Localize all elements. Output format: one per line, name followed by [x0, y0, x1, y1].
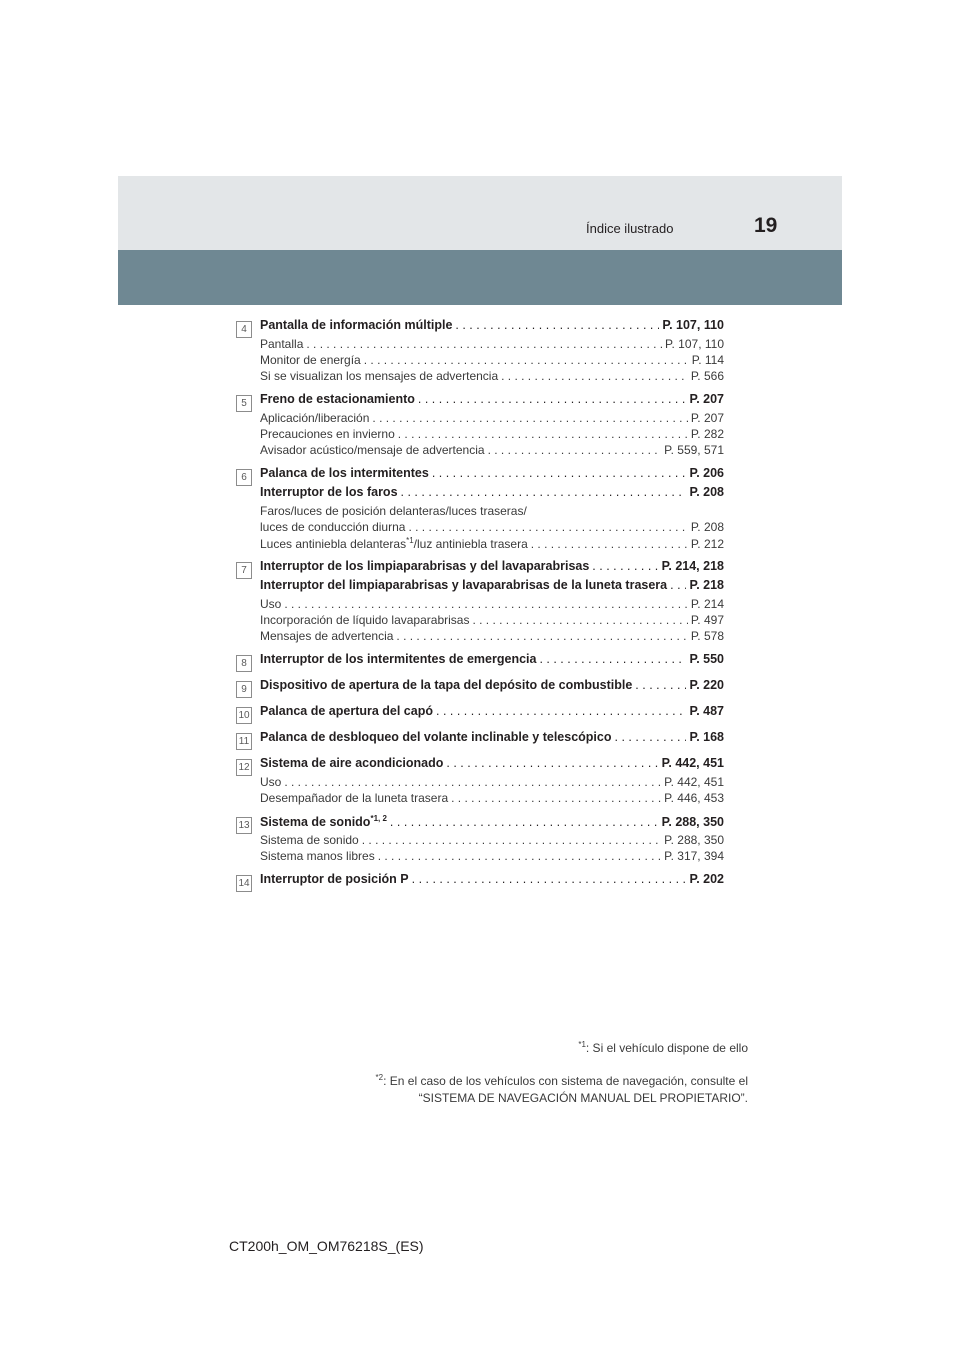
index-subentry[interactable]: Pantalla . . . P. 107, 110	[260, 337, 724, 353]
index-section-14	[236, 872, 724, 891]
index-entry[interactable]: Dispositivo de apertura de la tapa del depósito de combustible . . . P. 220	[260, 678, 724, 697]
item-number-badge: 6	[236, 469, 252, 486]
item-number-badge: 14	[236, 875, 252, 892]
index-subentry[interactable]: Si se visualizan los mensajes de advertencia . . . P. 566	[260, 369, 724, 385]
index-subentry[interactable]: Monitor de energía . . . P. 114	[260, 353, 724, 369]
index-subentry[interactable]: Uso . . . P. 442, 451	[260, 775, 724, 791]
index-subentry[interactable]: Mensajes de advertencia . . . P. 578	[260, 629, 724, 645]
item-number-badge: 13	[236, 817, 252, 834]
index-entry[interactable]: Freno de estacionamiento . . . P. 207	[260, 392, 724, 411]
index-entry[interactable]: Palanca de desbloqueo del volante inclinable y telescópico . . . P. 168	[260, 730, 724, 749]
index-entry[interactable]: Pantalla de información múltiple . . . P. 107, 110	[260, 318, 724, 337]
index-section-4	[236, 318, 724, 385]
index-subentry[interactable]: Desempañador de la luneta trasera . . . P. 446, 453	[260, 791, 724, 807]
item-number-badge: 11	[236, 733, 252, 750]
index-section-11	[236, 730, 724, 749]
index-subentry[interactable]: Avisador acústico/mensaje de advertencia . . . P. 559, 571	[260, 443, 724, 459]
index-section-8	[236, 652, 724, 671]
index-subentry[interactable]: Sistema manos libres . . . P. 317, 394	[260, 849, 724, 865]
footnote-ref: *1	[406, 536, 414, 545]
index-subentry[interactable]: Incorporación de líquido lavaparabrisas . . . P. 497	[260, 613, 724, 629]
item-number-badge: 7	[236, 562, 252, 579]
index-entry[interactable]: Interruptor de los limpiaparabrisas y del lavaparabrisas . . . P. 214, 218	[260, 559, 724, 578]
item-number-badge: 12	[236, 759, 252, 776]
index-entry[interactable]: Interruptor de posición P . . . P. 202	[260, 872, 724, 891]
index-entry[interactable]: Palanca de apertura del capó . . . P. 487	[260, 704, 724, 723]
item-number-badge: 5	[236, 395, 252, 412]
index-section-9	[236, 678, 724, 697]
document-code: CT200h_OM_OM76218S_(ES)	[229, 1238, 424, 1254]
index-entry[interactable]: Sistema de sonido$^{*1, 2}$ . . . P. 288, 350	[260, 814, 724, 833]
item-number-badge: 8	[236, 655, 252, 672]
index-subentry-text: Faros/luces de posición delanteras/luces traseras/	[260, 504, 527, 518]
index-list	[236, 318, 724, 891]
header-band	[118, 176, 842, 250]
footnote-2: $^{*2}$: En el caso de los vehículos con sistema de navegación, consulte el “SISTEMA DE NAVEGACIÓN MANUAL DEL PROPIETARIO”.	[375, 1073, 748, 1105]
index-entry[interactable]: Interruptor del limpiaparabrisas y lavaparabrisas de la luneta trasera . . . P. 218	[260, 578, 724, 597]
item-number-badge: 9	[236, 681, 252, 698]
index-subentry[interactable]: Uso . . . P. 214	[260, 597, 724, 613]
index-entry[interactable]: Interruptor de los faros . . . P. 208	[260, 485, 724, 504]
index-subentry[interactable]: luces de conducción diurna . . . P. 208	[260, 520, 724, 536]
footnotes	[376, 1036, 748, 1107]
page-number: 19	[754, 214, 778, 237]
index-section-7	[236, 559, 724, 645]
item-number-badge: 4	[236, 321, 252, 338]
header-title: Índice ilustrado	[586, 221, 674, 236]
index-section-13	[236, 814, 724, 865]
index-section-5	[236, 392, 724, 459]
footnote-1: $^{*1}$: Si el vehículo dispone de ello	[578, 1040, 748, 1055]
header-dark-band	[118, 250, 842, 305]
index-entry[interactable]: Interruptor de los intermitentes de emergencia . . . P. 550	[260, 652, 724, 671]
index-section-12	[236, 756, 724, 807]
item-number-badge: 10	[236, 707, 252, 724]
index-entry[interactable]: Palanca de los intermitentes . . . P. 206	[260, 466, 724, 485]
index-subentry[interactable]: Aplicación/liberación . . . P. 207	[260, 411, 724, 427]
index-entry[interactable]: Sistema de aire acondicionado . . . P. 442, 451	[260, 756, 724, 775]
index-section-6	[236, 466, 724, 552]
index-subentry[interactable]: Precauciones en invierno . . . P. 282	[260, 427, 724, 443]
index-subentry[interactable]: Sistema de sonido . . . P. 288, 350	[260, 833, 724, 849]
index-subentry[interactable]: Luces antiniebla delanteras$^{*1}$/luz antiniebla trasera . . . P. 212	[260, 536, 724, 552]
footnote-ref: *1, 2	[370, 814, 387, 823]
index-section-10	[236, 704, 724, 723]
